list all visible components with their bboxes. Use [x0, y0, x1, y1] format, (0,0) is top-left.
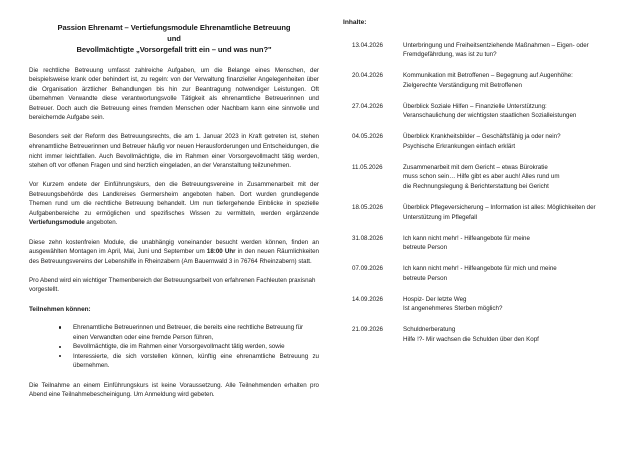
schedule-description-line: muss schon sein… Hilfe gibt es aber auch! Alles rund um [403, 173, 560, 181]
course-paragraph-part2: angeboten. [84, 219, 118, 227]
schedule-description [393, 203, 632, 222]
registration-paragraph: Die Teilnahme an einem Einführungskurs ist keine Voraussetzung. Alle Teilnehmenden erhalten pro Abend eine Teilnahmebescheinigung. Um Anmeldung wird gebeten. [29, 381, 319, 399]
schedule-description-line: Psychische Erkrankungen einfach erklärt [403, 142, 516, 150]
list-item [29, 352, 319, 371]
schedule-description-line: Ich kann nicht mehr! - Hilfeangebote für meine [403, 234, 530, 242]
schedule-row [342, 71, 632, 90]
schedule-date: 04.05.2026 [352, 133, 383, 141]
schedule-date: 27.04.2026 [352, 102, 383, 110]
reform-paragraph: Besonders seit der Reform des Betreuungsrechts, die am 1. Januar 2023 in Kraft getreten ist, stehen ehrenamtliche Betreuerinnen und Betreuer häufig vor neuen Herausforderungen und Entscheidungen, die nicht immer leichtfallen. Auch Bevollmächtigte, die im Rahmen einer Vorsorgevollmacht tätig werden, stehen oft vor offenen Fragen und sind herzlich eingeladen, an der Veranstaltung teilzunehmen. [29, 133, 319, 170]
schedule-row [342, 203, 632, 222]
contents-heading: Inhalte: [343, 19, 367, 26]
schedule-description [393, 41, 632, 60]
bullet-icon [59, 346, 61, 348]
title-line-2: und [167, 34, 181, 44]
schedule-description-line: Zielgerechte Verständigung mit Betroffenen [403, 81, 522, 89]
title-line-3: Bevollmächtigte „Vorsorgefall tritt ein – und was nun?" [76, 45, 272, 55]
schedule-date: 31.08.2026 [352, 234, 383, 242]
schedule-description [393, 163, 632, 192]
schedule-date: 20.04.2026 [352, 72, 383, 80]
schedule-date: 11.05.2026 [352, 163, 383, 171]
schedule-description-line: Unterstützung im Pflegefall [403, 213, 477, 221]
schedule-description-line: Unterbringung und Freiheitsentziehende Maßnahmen – Eigen- oder [403, 41, 589, 49]
participants-list [29, 323, 319, 371]
schedule-description-line: Überblick Pflegeversicherung – Information ist alles: Möglichkeiten der [403, 203, 596, 211]
schedule-row [342, 132, 632, 151]
schedule-date: 21.09.2026 [352, 326, 383, 334]
evening-paragraph: Pro Abend wird ein wichtiger Themenbereich der Betreuungsarbeit von erfahrenen Fachleuten praxisnah vorgestellt. [29, 276, 316, 294]
schedule-description-line: Ist angenehmeres Sterben möglich? [403, 305, 503, 313]
schedule-description-line: Zusammenarbeit mit dem Gericht – etwas Bürokratie [403, 163, 548, 171]
schedule-description-line: Ich kann nicht mehr! - Hilfeangebote für mich und meine [403, 265, 557, 273]
vertiefungsmodule-emphasis: Vertiefungsmodule [29, 219, 85, 227]
schedule-row [342, 234, 632, 253]
schedule-description-line: betreute Person [403, 244, 448, 252]
schedule-description [393, 264, 632, 283]
schedule-description-line: Kommunikation mit Betroffenen – Begegnung auf Augenhöhe: [403, 72, 573, 80]
schedule-description [393, 102, 632, 121]
schedule-row [342, 163, 632, 192]
schedule-description-line: Überblick Soziale Hilfen – Finanzielle Unterstützung: [403, 102, 547, 110]
schedule-description-line: betreute Person [403, 274, 448, 282]
participants-heading: Teilnehmen können: [29, 305, 91, 313]
right-column [342, 18, 632, 356]
schedule-description [393, 295, 632, 314]
schedule-row [342, 264, 632, 283]
schedule-row [342, 325, 632, 344]
list-item [29, 342, 319, 352]
schedule-description [393, 325, 632, 344]
modules-paragraph [29, 238, 319, 267]
list-item-label: Ehrenamtliche Betreuerinnen und Betreuer, die bereits eine rechtliche Betreuung für einen Verwandten oder eine fremde Person führen, [73, 324, 304, 341]
schedule-description-line: Schuldnerberatung [403, 326, 456, 334]
schedule-description [393, 71, 632, 90]
time-emphasis: 18:00 Uhr [206, 248, 236, 256]
schedule-description-line: Überblick Krankheitsbilder – Geschäftsfähig ja oder nein? [403, 133, 561, 141]
schedule-description [393, 132, 632, 151]
schedule-date: 07.09.2026 [352, 265, 383, 273]
course-paragraph [29, 180, 319, 228]
intro-paragraph: Die rechtliche Betreuung umfasst zahlreiche Aufgaben, um die Belange eines Menschen, der beispielsweise krank oder behindert ist, zu regeln: von der Verwaltung finanzieller Angelegenheiten über die Organisation ärztlicher Behandlungen bis hin zur Beantragung notwendiger Leistungen. Oft übernehmen Verwandte diese verantwortungsvolle Tätigkeit als ehrenamtliche Betreuerinnen und Betreuer. Doch auch die Betreuung eines fremden Menschen oder Nachbarn kann eine sinnvolle und bereichernde Aufgabe sein. [29, 66, 319, 122]
schedule-row [342, 102, 632, 121]
schedule-description-line: Fremdgefährdung, was ist zu tun? [403, 51, 497, 59]
modules-paragraph-part1: Diese zehn kostenfreien Module, die unabhängig voneinander besucht werden können, finden an ausgewählten Montagen im April, Mai, Juni und September um [29, 238, 319, 256]
schedule-list [342, 41, 632, 345]
schedule-description-line: Veranschaulichung der wichtigsten staatlichen Sozialleistungen [403, 112, 577, 120]
list-item-label: Interessierte, die sich vorstellen können, künftig eine ehrenamtliche Betreuung zu übernehmen. [73, 352, 319, 370]
left-column [29, 22, 319, 409]
modules-paragraph-part2: in den neuen Räumlichkeiten des Betreuungsvereins der Lebenshilfe in Rheinzabern (Am Bauernwald 3 in 76764 Rheinzabern) statt. [29, 248, 319, 265]
page-title [29, 22, 319, 56]
schedule-description-line: die Rechnungslegung & Berichterstattung bei Gericht [403, 183, 549, 190]
list-item-label: Bevollmächtigte, die im Rahmen einer Vorsorgevollmacht tätig werden, sowie [73, 343, 285, 351]
bullet-icon [59, 326, 61, 328]
schedule-row [342, 41, 632, 60]
schedule-date: 14.09.2026 [352, 295, 383, 303]
list-item [29, 323, 319, 342]
course-paragraph-part1: Vor Kurzem endete der Einführungskurs, den die Betreuungsvereine in Zusammenarbeit mit der Betreuungsbehörde des Landkreises Germersheim angeboten haben. Dort wurden grundlegende Themen rund um die rechtliche Betreuung behandelt. Um nun tiefergehende Einblicke in spezielle Aufgabenbereiche zu ermöglichen und spezifisches Wissen zu vermitteln, werden ergänzende [29, 181, 319, 217]
schedule-row [342, 295, 632, 314]
bullet-icon [59, 355, 61, 357]
schedule-description [393, 234, 632, 253]
title-line-1: Passion Ehrenamt – Vertiefungsmodule Ehrenamtliche Betreuung [57, 23, 291, 32]
schedule-description-line: Hospiz- Der letzte Weg [403, 295, 467, 303]
schedule-date: 13.04.2026 [352, 41, 383, 49]
schedule-date: 18.05.2026 [352, 203, 383, 211]
schedule-description-line: Hilfe !?- Mir wachsen die Schulden über den Kopf [403, 335, 539, 343]
